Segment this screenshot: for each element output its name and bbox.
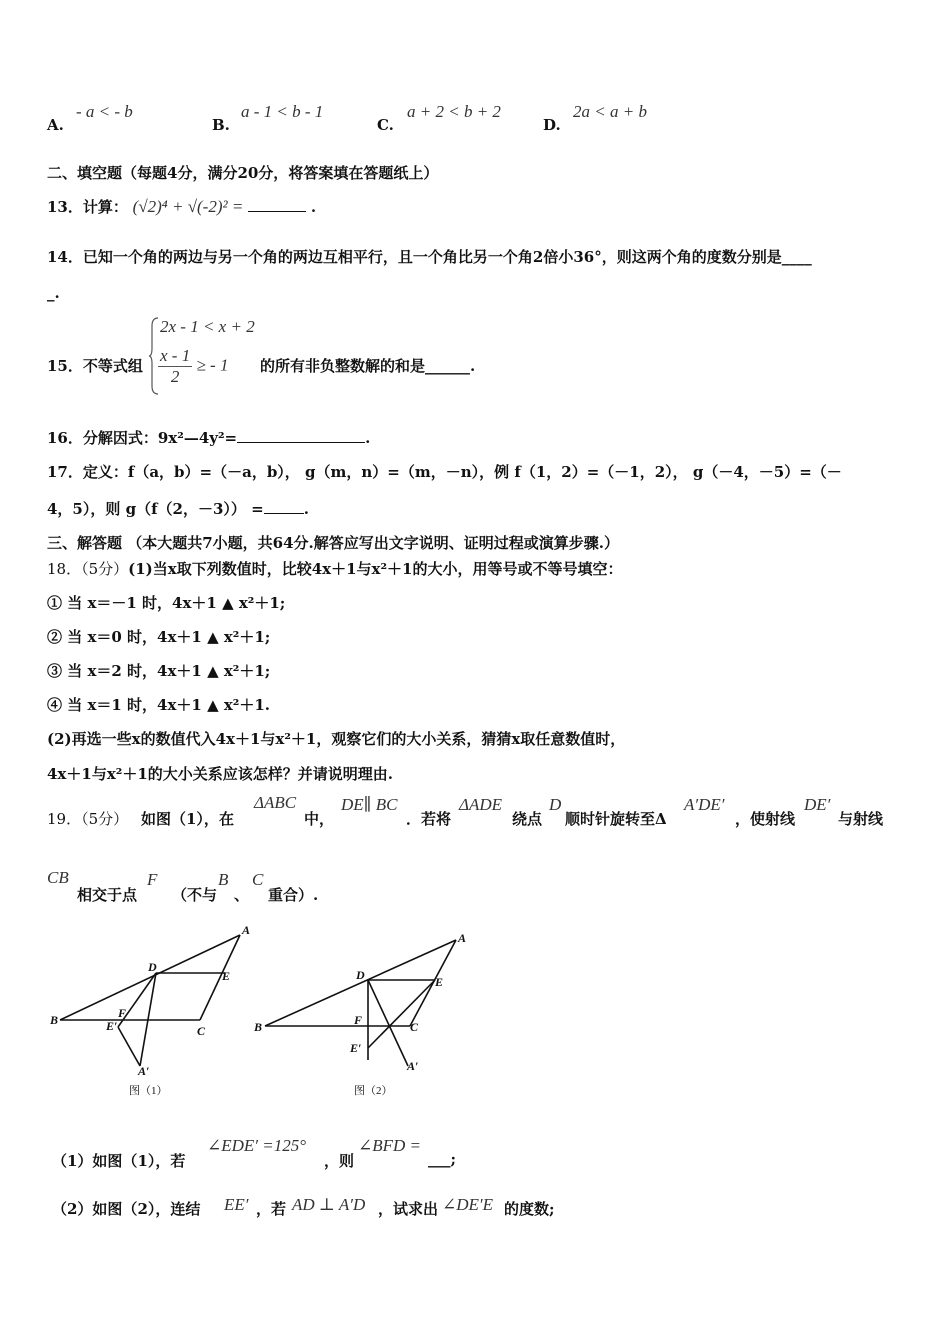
- q19-m8: F: [147, 870, 158, 889]
- q19-m10: C: [252, 870, 264, 889]
- q19-m7: CB: [47, 868, 69, 887]
- q19-t2: 中，: [304, 810, 335, 828]
- fig1-label-a: A: [242, 923, 251, 937]
- q14-line1: 14．已知一个角的两边与另一个角的两边互相平行，且一个角比另一个角2倍小36°，则这两个角的度数分别是____: [47, 248, 812, 266]
- q16-suffix: .: [365, 429, 371, 447]
- option-a-expr: - a < - b: [76, 102, 133, 121]
- q19-m6: DE′: [804, 795, 831, 814]
- q17-line1: 17．定义：f（a，b）=（－a，b）， g（m，n）=（m，－n），例 f（1，2）=（－1，2）， g（－4，－5）=（－: [47, 463, 842, 481]
- q13-expr: (√2)⁴ + √(-2)² =: [132, 197, 244, 216]
- q19-t7: 与射线: [838, 810, 884, 828]
- q19-t9: （不与: [172, 886, 218, 904]
- q19-t5: 顺时针旋转至Δ: [565, 810, 667, 828]
- q18-item-3: ③ 当 x＝2 时，4x＋1 ▲ x²＋1;: [47, 662, 271, 680]
- q19-t3: ．若将: [406, 810, 452, 828]
- q18-intro-text: (1)当x取下列数值时，比较4x＋1与x²＋1的大小，用等号或不等号填空：: [128, 560, 623, 578]
- q16-blank: [237, 428, 365, 443]
- q18-num: 18．（5分）: [47, 560, 129, 578]
- fig1-label-e1: E′: [106, 1019, 118, 1033]
- q16: [47, 427, 370, 448]
- q19-t1: 如图（1），在: [141, 810, 234, 828]
- q19-sub1-m: ∠EDE′ =125°: [207, 1136, 307, 1155]
- q19-m5: A′DE′: [684, 795, 725, 814]
- fig2-line-da1: [368, 980, 408, 1066]
- fig2-label-c: C: [410, 1020, 419, 1034]
- fig1-line-e1a1: [118, 1027, 140, 1066]
- q18-item-1: ① 当 x＝－1 时，4x＋1 ▲ x²＋1;: [47, 594, 286, 612]
- q19-sub1-a: （1）如图（1），若: [52, 1152, 186, 1170]
- fig2-label-a: A: [458, 931, 467, 945]
- fig1-line-ca: [200, 935, 240, 1020]
- q13-blank: [248, 197, 306, 212]
- fig2-label-e1: E′: [350, 1041, 362, 1055]
- q19-num: 19．（5分）: [47, 810, 129, 828]
- q18-part2-line1: (2)再选一些x的数值代入4x＋1与x²＋1，观察它们的大小关系，猜猜x取任意数值时，: [47, 730, 626, 748]
- q15-fraction: [158, 346, 192, 387]
- q17-line2: [47, 498, 309, 519]
- q18-item-2: ② 当 x＝0 时，4x＋1 ▲ x²＋1;: [47, 628, 271, 646]
- fig2-label-b: B: [254, 1020, 263, 1034]
- q17-line2-text: 4，5），则 g（f（2，－3）） =: [47, 500, 264, 518]
- figure-2: [250, 920, 480, 1097]
- q19-m3: ΔADE: [459, 795, 503, 814]
- q17-end: .: [303, 500, 309, 518]
- fig1-label-b: B: [50, 1013, 59, 1027]
- q15-suffix: 的所有非负整数解的和是______.: [260, 357, 476, 375]
- q19-m4: D: [549, 795, 562, 814]
- q19-m2: DE∥ BC: [341, 795, 398, 814]
- q19-sub2-m3: ∠DE′E: [442, 1195, 494, 1214]
- q19-t4: 绕点: [512, 810, 543, 828]
- option-a-label: A.: [47, 116, 64, 134]
- q19-sub2-a: （2）如图（2），连结: [52, 1200, 201, 1218]
- q19-m9: B: [218, 870, 229, 889]
- fig1-label-a1: A′: [138, 1064, 150, 1078]
- q19-m1: ΔABC: [254, 793, 297, 812]
- q18-item-4: ④ 当 x＝1 时，4x＋1 ▲ x²＋1.: [47, 696, 271, 714]
- fig2-line-e1e: [368, 980, 435, 1048]
- option-c-label: C.: [377, 116, 394, 134]
- q15-prefix: 15．不等式组: [47, 357, 143, 375]
- option-c-expr: a + 2 < b + 2: [407, 102, 501, 121]
- option-d-label: D.: [543, 116, 561, 134]
- fig2-label-a1: A′: [407, 1059, 419, 1073]
- fig2-caption: 图（2）: [354, 1085, 393, 1097]
- q19-t6: ，使射线: [735, 810, 796, 828]
- q19-sub2-m: EE′: [224, 1195, 249, 1214]
- q19-sub2-b: ，若: [256, 1200, 287, 1218]
- q14-line2: _.: [47, 284, 60, 302]
- q15-frac-den: 2: [170, 367, 180, 386]
- fig1-label-f: F: [118, 1006, 127, 1020]
- fig1-label-e: E: [222, 969, 231, 983]
- fig1-caption: 图（1）: [129, 1085, 168, 1097]
- q13: [47, 196, 316, 217]
- fig1-label-c: C: [197, 1024, 206, 1038]
- q19-t8: 相交于点: [77, 886, 138, 904]
- q15-ineq2-rhs: ≥ - 1: [196, 355, 229, 375]
- fig2-label-f: F: [354, 1013, 363, 1027]
- q19-sub2-c: ，试求出: [378, 1200, 439, 1218]
- q17-blank: [264, 499, 304, 514]
- q19-t11: 重合）.: [268, 886, 319, 904]
- q18-part2-line2: 4x＋1与x²＋1的大小关系应该怎样？并请说明理由.: [47, 765, 393, 783]
- fig1-label-d: D: [148, 960, 157, 974]
- option-d-expr: 2a < a + b: [573, 102, 647, 121]
- q19-sub1-end: ___;: [428, 1150, 457, 1168]
- section3-title: 三、解答题 （本大题共7小题，共64分.解答应写出文字说明、证明过程或演算步骤.）: [47, 534, 619, 552]
- q13-prefix: 13．计算：: [47, 198, 128, 216]
- q19-sub2-d: 的度数;: [504, 1200, 555, 1218]
- option-b-label: B.: [212, 116, 230, 134]
- option-b-expr: a - 1 < b - 1: [241, 102, 324, 121]
- q19-t10: 、: [234, 886, 250, 904]
- q16-prefix: 16．分解因式：9x²—4y²=: [47, 429, 238, 447]
- q19-sub1-m2: ∠BFD =: [358, 1136, 422, 1155]
- q19-sub1-b: ，则: [324, 1152, 355, 1170]
- fig2-label-d: D: [356, 968, 365, 982]
- q19-sub2-m2: AD ⊥ A′D: [292, 1195, 366, 1214]
- fig2-label-e: E: [435, 975, 444, 989]
- q18-intro: [47, 558, 622, 579]
- q15-frac-num: x - 1: [160, 346, 191, 365]
- section2-title: 二、填空题（每题4分，满分20分，将答案填在答题纸上）: [47, 164, 439, 182]
- q15-ineq1: 2x - 1 < x + 2: [160, 317, 255, 336]
- q13-suffix: .: [310, 198, 317, 216]
- figure-1: [40, 920, 270, 1097]
- q15-ineq2: [158, 346, 228, 387]
